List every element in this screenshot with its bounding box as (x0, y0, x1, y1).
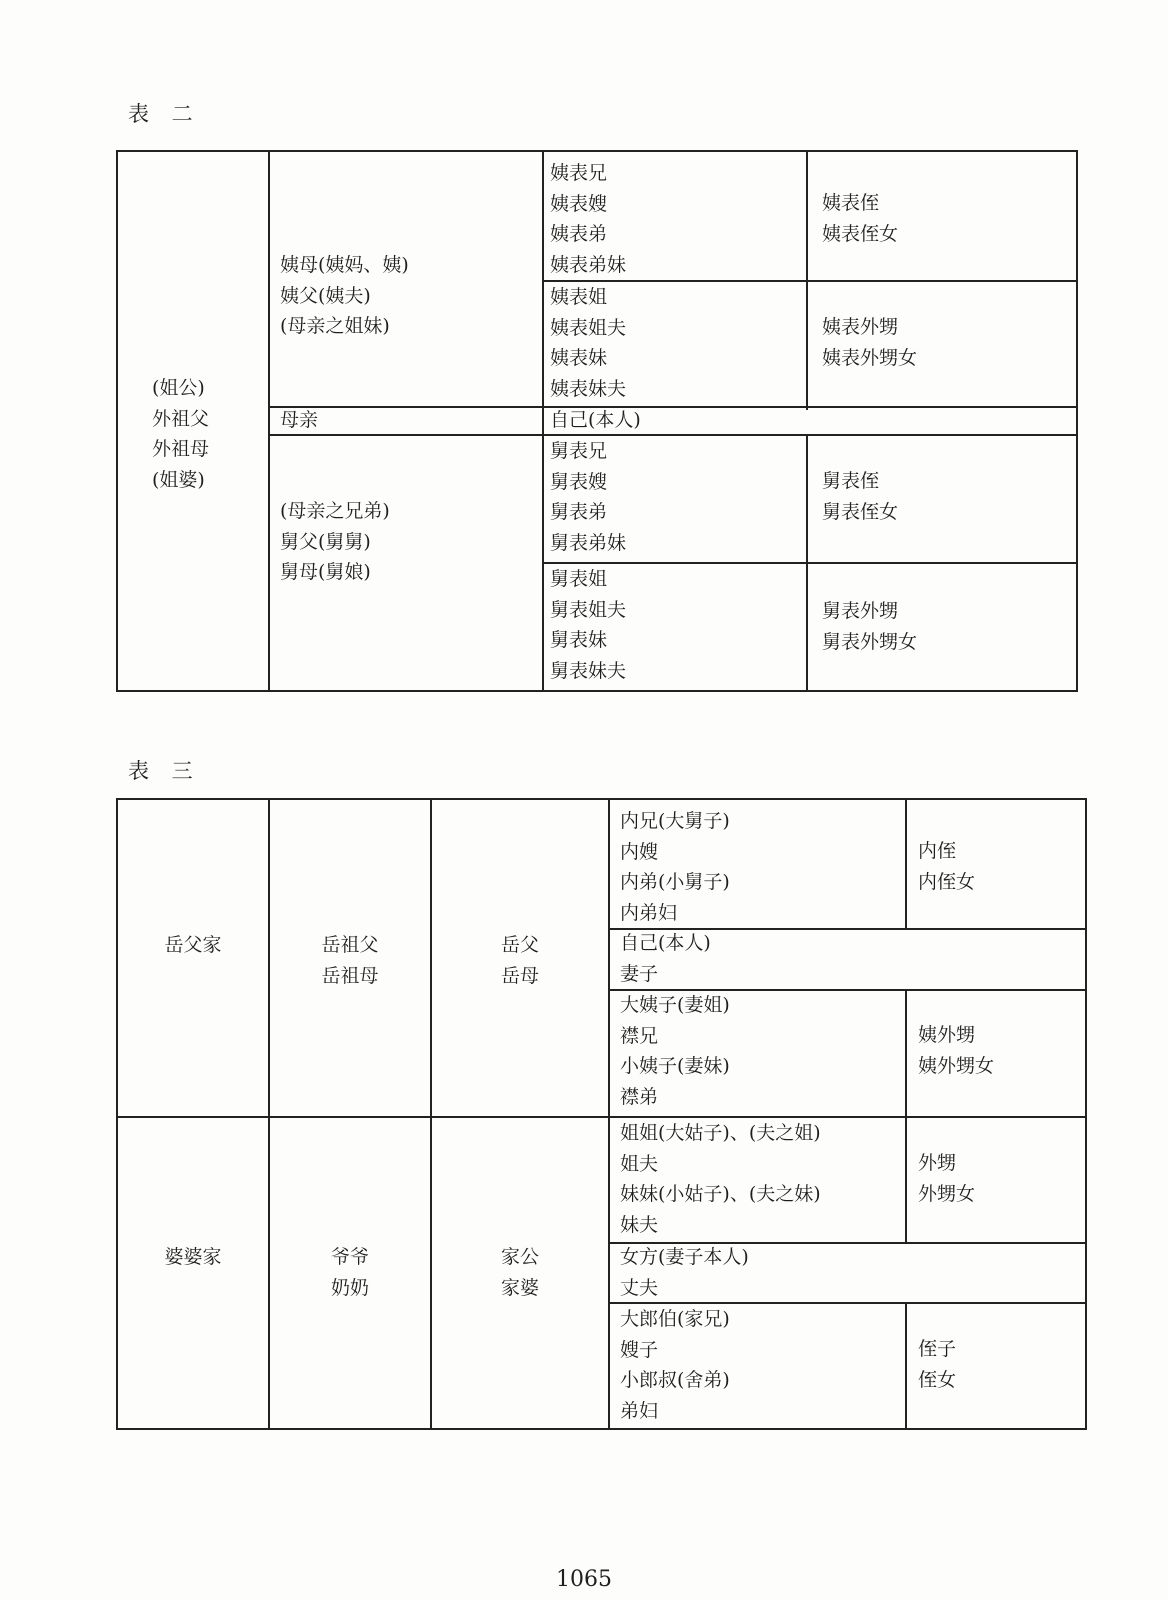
wife-self-cell (620, 928, 711, 989)
relative-name: 侄子 (918, 1338, 957, 1360)
relative-name: 女方(妻子本人) (620, 1246, 749, 1268)
grandparent-name: 爷爷 (330, 1246, 369, 1268)
nephew-name: 舅表侄女 (822, 500, 899, 523)
relative-name: 内侄 (918, 840, 957, 862)
aunt-side-cell (280, 250, 409, 342)
husband-family-label: 婆婆家 (164, 1246, 222, 1268)
parent-name: 家婆 (500, 1276, 539, 1299)
husband-parents-cell (432, 1242, 608, 1303)
relative-name: 丈夫 (620, 1276, 659, 1299)
uncle-side-name: 舅母(舅娘) (280, 561, 371, 583)
grandparent-name: 岳祖母 (321, 964, 379, 987)
parent-name: 家公 (500, 1246, 539, 1268)
relative-name: 妹夫 (620, 1213, 659, 1236)
nephew-name: 姨表外甥女 (822, 346, 918, 369)
grandparents-cell (152, 373, 209, 495)
cousin-name: 舅表弟妹 (550, 531, 627, 554)
uncle-side-name: 舅父(舅舅) (280, 530, 371, 553)
relative-name: 妹妹(小姑子)、(夫之妹) (620, 1183, 821, 1205)
parent-name: 岳母 (500, 964, 539, 987)
grandparent-name: 岳祖父 (321, 934, 379, 956)
relative-name: 弟妇 (620, 1399, 659, 1422)
cousin-name: 姨表弟 (550, 223, 608, 245)
cousin-name: 舅表妹 (550, 629, 608, 651)
nephew-name: 舅表外甥女 (822, 630, 918, 653)
uncle-side-cell (280, 496, 390, 588)
relative-name: 小郎叔(舍弟) (620, 1369, 730, 1391)
cousin-name: 姨表妹 (550, 347, 608, 369)
wife-sisters-children-cell (918, 1020, 994, 1081)
husband-self-cell (620, 1242, 749, 1303)
cousin-name: 舅表姐夫 (550, 598, 627, 621)
page-number: 1065 (556, 1567, 612, 1592)
cousin-name: 姨表妹夫 (550, 377, 627, 400)
relative-name: 自己(本人) (620, 932, 711, 954)
relative-name: 嫂子 (620, 1338, 659, 1361)
aunt-nephews-cell (822, 188, 898, 249)
relative-name: 内弟(小舅子) (620, 871, 730, 893)
table3-caption: 表 三 (128, 759, 201, 783)
grandparent-name: 奶奶 (330, 1276, 369, 1299)
relative-name: 小姨子(妻妹) (620, 1055, 730, 1077)
cousin-name: 姨表嫂 (550, 192, 608, 215)
cousin-name: 姨表姐夫 (550, 316, 627, 339)
relative-name: 大郎伯(家兄) (620, 1308, 730, 1330)
aunt-cousins-female-cell (550, 282, 626, 404)
grandparent-name: (姐公) (152, 377, 205, 399)
cousin-name: 姨表姐 (550, 286, 608, 308)
parent-name: 岳父 (500, 934, 539, 956)
wife-family-label: 岳父家 (164, 934, 222, 956)
husband-brothers-cell (620, 1304, 730, 1426)
relative-name: 大姨子(妻姐) (620, 994, 730, 1016)
relative-name: 外甥女 (918, 1182, 976, 1205)
cousin-name: 姨表兄 (550, 162, 608, 184)
table3 (116, 798, 1087, 1430)
aunt-nephews-female-cell (822, 312, 917, 373)
cousin-name: 舅表兄 (550, 440, 608, 462)
husband-sisters-cell (620, 1118, 821, 1240)
aunt-side-name: 姨父(姨夫) (280, 284, 371, 307)
relative-name: 侄女 (918, 1368, 957, 1391)
uncle-cousins-elder-cell (550, 436, 626, 558)
cousin-name: 舅表弟 (550, 501, 608, 523)
relative-name: 内侄女 (918, 870, 976, 893)
nephew-name: 姨表侄 (822, 192, 880, 214)
relative-name: 内嫂 (620, 840, 659, 863)
self-cell: 自己(本人) (550, 409, 641, 431)
relative-name: 襟兄 (620, 1024, 659, 1047)
cousin-name: 姨表弟妹 (550, 253, 627, 276)
cousin-name: 舅表嫂 (550, 470, 608, 493)
table2-caption: 表 二 (128, 102, 201, 126)
cousin-name: 舅表姐 (550, 568, 608, 590)
husband-grandparents-cell (270, 1242, 430, 1303)
wife-brothers-children-cell (918, 836, 975, 897)
aunt-cousins-elder-cell (550, 158, 626, 280)
aunt-side-name: (母亲之姐妹) (280, 315, 390, 337)
husband-sisters-children-cell (918, 1148, 975, 1209)
relative-name: 内兄(大舅子) (620, 810, 730, 832)
uncle-nephews-cell (822, 466, 898, 527)
nephew-name: 姨表外甥 (822, 316, 899, 338)
relative-name: 姐姐(大姑子)、(夫之姐) (620, 1122, 821, 1144)
uncle-cousins-female-cell (550, 564, 626, 686)
wife-sisters-cell (620, 990, 730, 1112)
uncle-side-name: (母亲之兄弟) (280, 500, 390, 522)
relative-name: 妻子 (620, 962, 659, 985)
relative-name: 姐夫 (620, 1152, 659, 1175)
wife-grandparents-cell (270, 930, 430, 991)
aunt-side-name: 姨母(姨妈、姨) (280, 254, 409, 276)
relative-name: 姨外甥女 (918, 1054, 995, 1077)
nephew-name: 姨表侄女 (822, 222, 899, 245)
mother-cell: 母亲 (280, 409, 319, 431)
relative-name: 襟弟 (620, 1085, 659, 1108)
relative-name: 外甥 (918, 1152, 957, 1174)
husband-brothers-children-cell (918, 1334, 956, 1395)
nephew-name: 舅表侄 (822, 470, 880, 492)
grandparent-name: 外祖父 (152, 407, 210, 430)
grandparent-name: (姐婆) (152, 468, 205, 491)
uncle-nephews-female-cell (822, 596, 917, 657)
wife-brothers-cell (620, 806, 730, 928)
grandparent-name: 外祖母 (152, 438, 210, 460)
wife-parents-cell (432, 930, 608, 991)
relative-name: 内弟妇 (620, 901, 678, 924)
nephew-name: 舅表外甥 (822, 600, 899, 622)
table2 (116, 150, 1078, 692)
relative-name: 姨外甥 (918, 1024, 976, 1046)
cousin-name: 舅表妹夫 (550, 659, 627, 682)
